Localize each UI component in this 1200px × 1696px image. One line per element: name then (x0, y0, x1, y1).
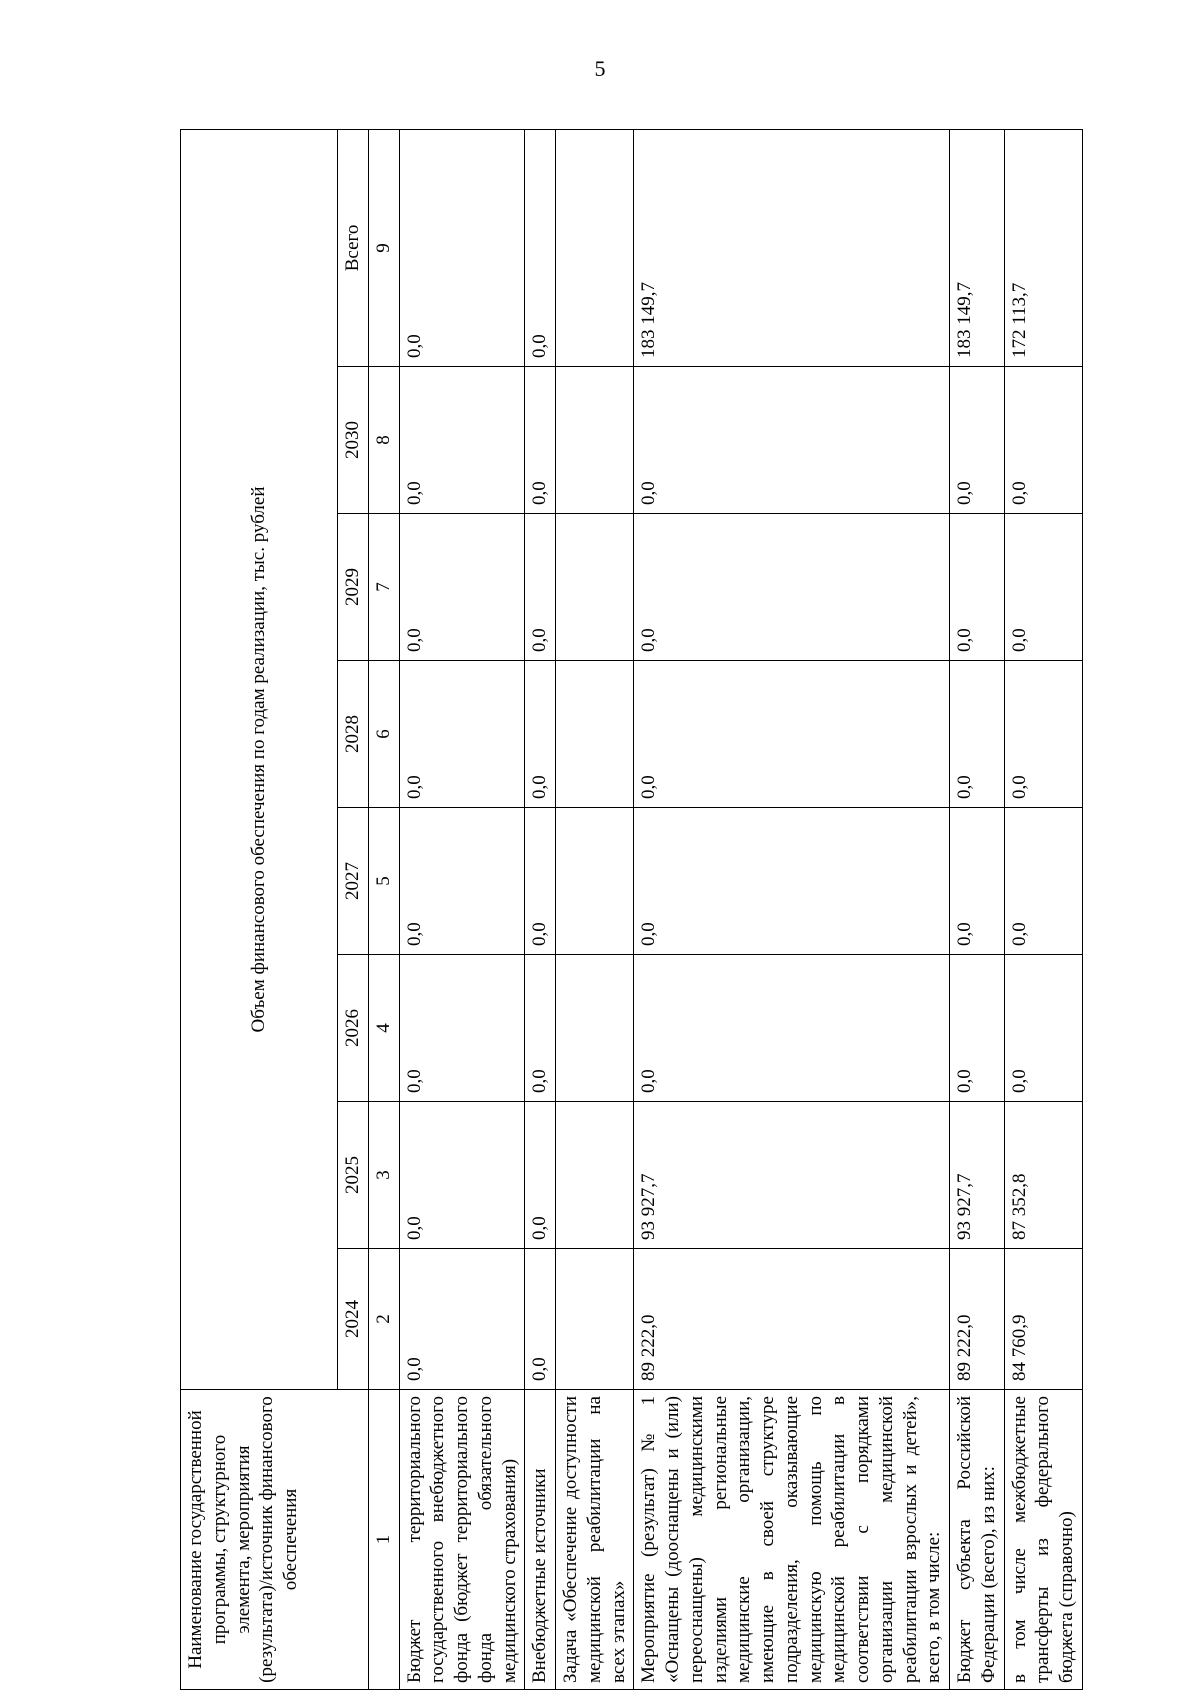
row-value: 0,0 (525, 661, 556, 808)
row-value: 0,0 (950, 367, 1005, 514)
row-value: 0,0 (399, 514, 525, 661)
row-total: 0,0 (399, 129, 525, 366)
row-value: 0,0 (525, 1102, 556, 1249)
column-number: 6 (368, 661, 399, 808)
column-number: 4 (368, 955, 399, 1102)
row-value: 0,0 (950, 514, 1005, 661)
row-value: 93 927,7 (634, 1102, 950, 1249)
row-name: в том числе межбюджетные трансферты из федерального бюджета (справочно) (1004, 1390, 1082, 1690)
row-value: 0,0 (1004, 955, 1082, 1102)
row-value (556, 514, 634, 661)
rotated-table-container (180, 130, 1140, 1690)
row-value: 0,0 (1004, 367, 1082, 514)
table-row (399, 129, 525, 1689)
row-total: 0,0 (525, 129, 556, 366)
header-name-column: Наименование государственной программы, структурного элемента, мероприятия (результата)/источник финансового обеспечения (181, 1390, 369, 1690)
row-value: 0,0 (525, 1249, 556, 1390)
row-value: 89 222,0 (634, 1249, 950, 1390)
row-value: 0,0 (634, 514, 950, 661)
row-value: 0,0 (399, 955, 525, 1102)
row-total: 172 113,7 (1004, 129, 1082, 366)
row-value (556, 955, 634, 1102)
header-year: 2030 (338, 367, 369, 514)
table-row (634, 129, 950, 1689)
row-value: 0,0 (399, 661, 525, 808)
table-row (950, 129, 1005, 1689)
table-row (556, 129, 634, 1689)
row-value: 0,0 (399, 1102, 525, 1249)
row-value: 0,0 (950, 661, 1005, 808)
row-value: 0,0 (634, 955, 950, 1102)
header-financing-title: Объем финансового обеспечения по годам реализации, тыс. рублей (181, 129, 338, 1389)
row-value (556, 1249, 634, 1390)
row-value: 0,0 (950, 955, 1005, 1102)
row-value (556, 808, 634, 955)
table-row (525, 129, 556, 1689)
row-value: 0,0 (525, 955, 556, 1102)
row-value: 89 222,0 (950, 1249, 1005, 1390)
row-value: 0,0 (634, 367, 950, 514)
row-value: 0,0 (525, 514, 556, 661)
row-value: 0,0 (399, 808, 525, 955)
row-value: 0,0 (399, 1249, 525, 1390)
header-year: 2027 (338, 808, 369, 955)
row-total (556, 129, 634, 366)
row-name: Мероприятие (результат) № 1 «Оснащены (дооснащены и (или) переоснащены) медицинскими изделиями региональные медицинские организации, имеющие в своей структуре подразделения, оказывающие медицинскую помощь по медицинской реабилитации в соответствии с порядками организации медицинской реабилитации взрослых и детей», всего, в том числе: (634, 1390, 950, 1690)
row-value: 0,0 (1004, 808, 1082, 955)
row-value: 87 352,8 (1004, 1102, 1082, 1249)
row-value: 93 927,7 (950, 1102, 1005, 1249)
column-number: 5 (368, 808, 399, 955)
column-number: 9 (368, 129, 399, 366)
column-number: 1 (368, 1390, 399, 1690)
table-row (1004, 129, 1082, 1689)
column-number: 2 (368, 1249, 399, 1390)
row-name: Бюджет территориального государственного внебюджетного фонда (бюджет территориального фонда обязательного медицинского страхования) (399, 1390, 525, 1690)
row-value: 0,0 (525, 367, 556, 514)
header-year: 2024 (338, 1249, 369, 1390)
column-number: 7 (368, 514, 399, 661)
row-value: 0,0 (399, 367, 525, 514)
financing-table (180, 129, 1083, 1690)
row-value: 84 760,9 (1004, 1249, 1082, 1390)
row-total: 183 149,7 (950, 129, 1005, 366)
header-total: Всего (338, 129, 369, 366)
row-value: 0,0 (634, 808, 950, 955)
header-row-main (181, 129, 338, 1689)
row-value: 0,0 (1004, 661, 1082, 808)
row-value: 0,0 (1004, 514, 1082, 661)
header-year: 2025 (338, 1102, 369, 1249)
row-name: Внебюджетные источники (525, 1390, 556, 1690)
row-value (556, 367, 634, 514)
row-value: 0,0 (950, 808, 1005, 955)
page-number: 5 (594, 56, 606, 81)
header-row-column-numbers (368, 129, 399, 1689)
row-value: 0,0 (634, 661, 950, 808)
row-name: Бюджет субъекта Российской Федерации (всего), из них: (950, 1390, 1005, 1690)
row-value: 0,0 (525, 808, 556, 955)
header-year: 2029 (338, 514, 369, 661)
row-name: Задача «Обеспечение доступности медицинской реабилитации на всех этапах» (556, 1390, 634, 1690)
row-value (556, 1102, 634, 1249)
header-year: 2028 (338, 661, 369, 808)
row-total: 183 149,7 (634, 129, 950, 366)
column-number: 3 (368, 1102, 399, 1249)
column-number: 8 (368, 367, 399, 514)
row-value (556, 661, 634, 808)
header-year: 2026 (338, 955, 369, 1102)
